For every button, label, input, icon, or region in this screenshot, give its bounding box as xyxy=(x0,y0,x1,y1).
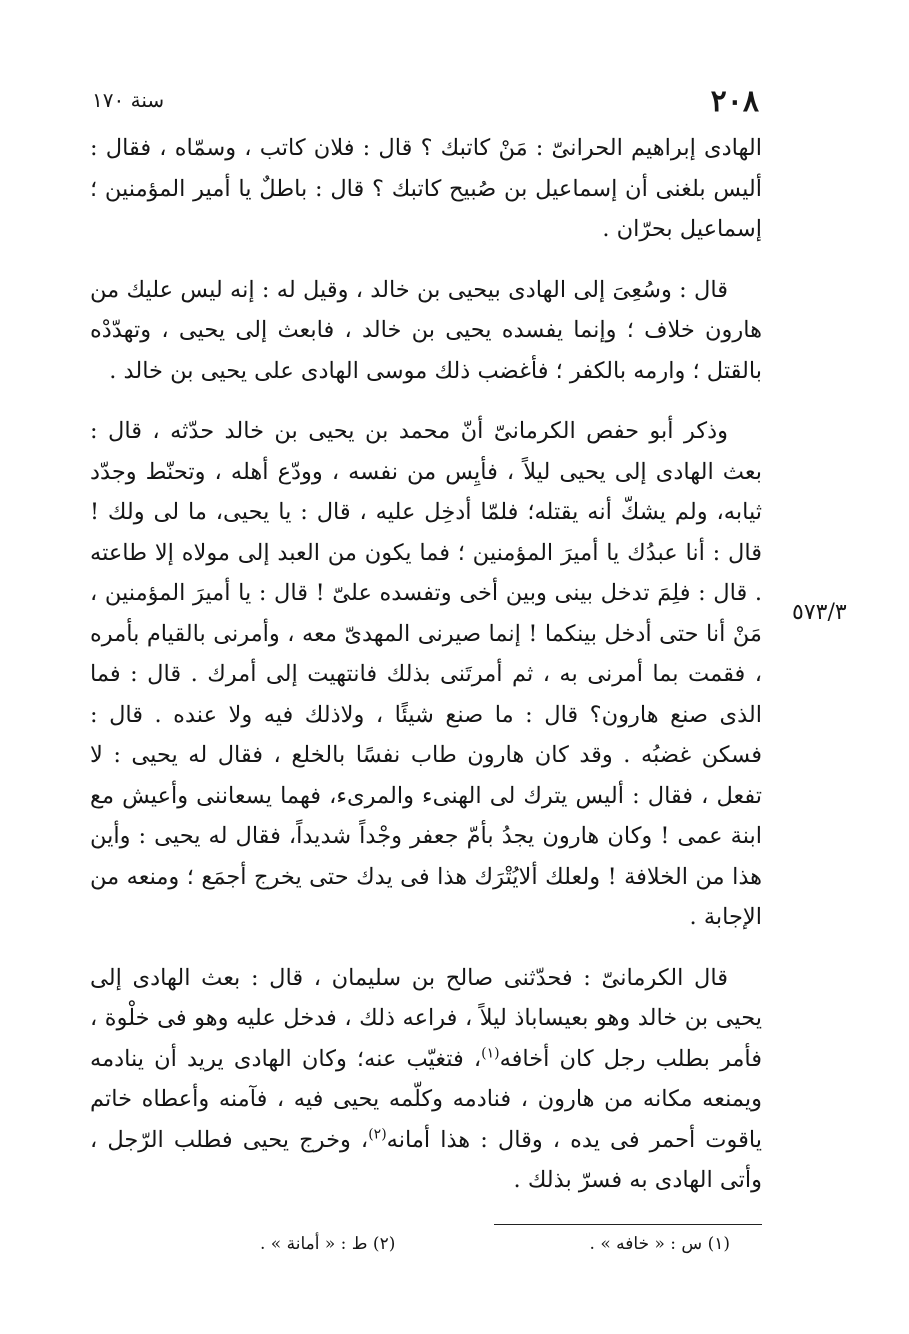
paragraph-4-part-2: ، فتغيّب عنه؛ وكان الهادى يريد أن ينادمه ويمنعه مكانه من هارون ، فنادمه وكلّمه يحيى فيه ، فآمنه وأعطاه خاتم ياقوت أحمر فى يده ، وقال : هذا أمانه xyxy=(90,1045,762,1153)
footnote-mark-2: (٢) xyxy=(368,1126,387,1142)
footnote-1: (١) س : « خافه » . xyxy=(589,1234,730,1254)
main-text xyxy=(90,128,762,1201)
footnote-2: (٢) ط : « أمانة » . xyxy=(260,1234,396,1254)
footnotes xyxy=(260,1234,730,1254)
page-number: ٢٠٨ xyxy=(710,84,759,119)
footnote-divider xyxy=(494,1224,762,1225)
paragraph-4 xyxy=(90,958,762,1201)
paragraph-4-part-1: قال الكرمانىّ : فحدّثنى صالح بن سليمان ، قال : بعث الهادى إلى يحيى بن خالد وهو بعيساباذ ليلاً ، فراعه ذلك ، فدخل عليه وهو فى خلْوة ، فأمر بطلب رجل كان أخافه xyxy=(90,964,762,1072)
paragraph-4-part-3: ، وخرج يحيى فطلب الرّجل ، وأتى الهادى به فسرّ بذلك . xyxy=(90,1126,762,1193)
paragraph-2: قال : وسُعِىَ إلى الهادى بيحيى بن خالد ، وقيل له : إنه ليس عليك من هارون خلاف ؛ وإنما يفسده يحيى بن خالد ، فابعث إلى يحيى ، وتهدّدْه بالقتل ؛ وارمه بالكفر ؛ فأغضب ذلك موسى الهادى على يحيى بن خالد . xyxy=(90,276,762,384)
footnote-mark-1: (١) xyxy=(481,1045,500,1061)
paragraph-1: الهادى إبراهيم الحرانىّ : مَنْ كاتبك ؟ قال : فلان كاتب ، وسمّاه ، فقال : أليس بلغنى أن إسماعيل بن صُبيح كاتبك ؟ قال : باطلٌ يا أمير المؤمنين ؛ إسماعيل بحرّان . xyxy=(90,135,762,242)
running-header-year: سنة ١٧٠ xyxy=(92,88,165,112)
paragraph-3: وذكر أبو حفص الكرمانىّ أنّ محمد بن يحيى بن خالد حدّثه ، قال : بعث الهادى إلى يحيى ليلاً ، فأيِس من نفسه ، وودّع أهله ، وتحنّط وجدّد ثيابه، ولم يشكّ أنه يقتله؛ فلمّا أدخِل عليه ، قال : يا يحيى، ما لى ولك ! قال : أنا عبدُك يا أميرَ المؤمنين ؛ فما يكون من العبد إلى مولاه إلا طاعته . قال : فلِمَ تدخل بينى وبين أخى وتفسده علىّ ! قال : يا أميرَ المؤمنين ، مَنْ أنا حتى أدخل بينكما ! إنما صيرنى المهدىّ معه ، وأمرنى بالقيام بأمره ، فقمت بما أمرنى به ، ثم أمرتَنى بذلك فانتهيت إلى أمرك . قال : فما الذى صنع هارون؟ قال : ما صنع شيئًا ، ولاذلك فيه ولا عنده . قال : فسكن غضبُه . وقد كان هارون طاب نفسًا بالخلع ، فقال له يحيى : لا تفعل ، فقال : أليس يترك لى الهنىء والمرىء، فهما يسعاننى وأعيش مع ابنة عمى ! وكان هارون يجدُ بأمّ جعفر وجْداً شديداً، فقال له يحيى : وأين هذا من الخلافة ! ولعلك ألايُتْرَك هذا فى يدك حتى يخرج أجمَع ؛ ومنعه من الإجابة . xyxy=(90,418,762,930)
margin-reference: ٥٧٣/٣ xyxy=(792,600,847,625)
